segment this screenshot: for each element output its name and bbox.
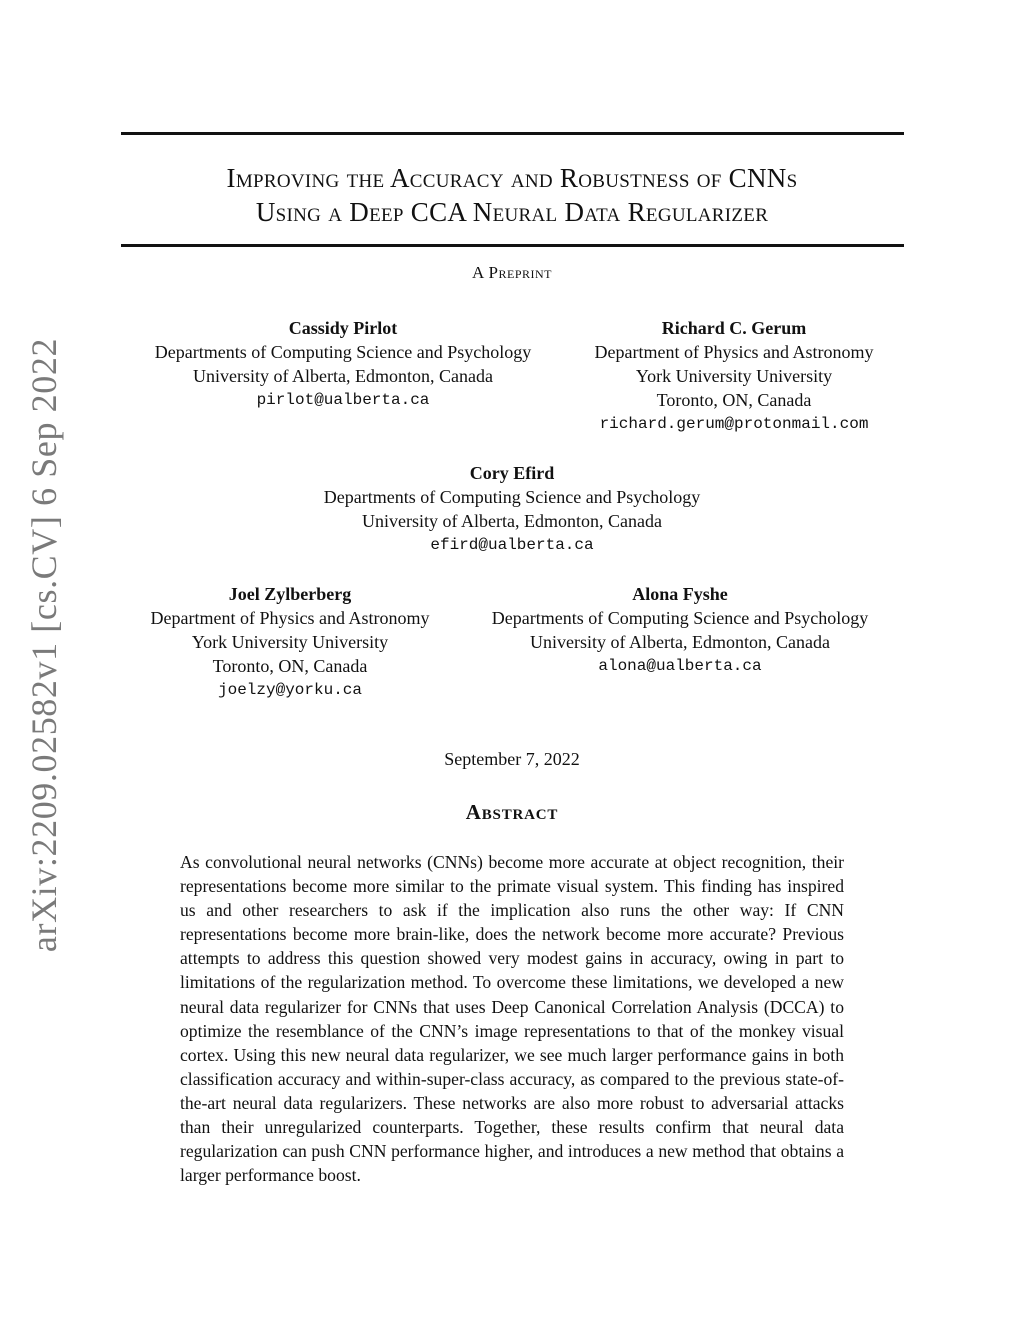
author-affiliation: Department of Physics and Astronomy: [150, 608, 430, 628]
author-institution: York University University: [635, 366, 833, 386]
author-name: Alona Fyshe: [632, 584, 728, 604]
author-affiliation: Departments of Computing Science and Psychology: [323, 487, 701, 507]
publication-date: September 7, 2022: [444, 749, 580, 769]
author-email: efird@ualberta.ca: [430, 536, 594, 554]
author-name: Richard C. Gerum: [661, 318, 807, 338]
arxiv-identifier: arXiv:2209.02582v1 [cs.CV] 6 Sep 2022: [24, 337, 64, 953]
author-email: pirlot@ualberta.ca: [256, 391, 430, 409]
author-location: Toronto, ON, Canada: [656, 390, 812, 410]
author-location: University of Alberta, Edmonton, Canada: [362, 511, 662, 531]
author-location: University of Alberta, Edmonton, Canada: [530, 632, 830, 652]
abstract-heading: Abstract: [465, 800, 559, 824]
author-affiliation: Department of Physics and Astronomy: [594, 342, 874, 362]
author-institution: York University University: [191, 632, 389, 652]
paper-title-line-2: Using a Deep CCA Neural Data Regularizer: [255, 197, 769, 227]
abstract-text: As convolutional neural networks (CNNs) become more accurate at object recognition, their representations become more similar to the primate visual system. This finding has inspired us and other researchers to ask if the implication also runs the other way: If CNN representations become more brain-like, does the network become more accurate? Previous attempts to address this question showed very modest gains in accuracy, owing in part to limitations of the regularization method. To overcome these limitations, we developed a new neural data regularizer for CNNs that uses Deep Canonical Correlation Analysis (DCCA) to optimize the resemblance of the CNN’s image representations to that of the monkey visual cortex. Using this new neural data regularizer, we see much larger performance gains in both classification accuracy and within-super-class accuracy, as compared to the previous state-of-the-art neural data regularizers. These networks are also more robust to adversarial attacks than their unregularized counterparts. Together, these results confirm that neural data regularization can push CNN performance higher, and introduces a new method that obtains a larger performance boost.: [180, 852, 844, 1186]
author-location: Toronto, ON, Canada: [212, 656, 368, 676]
preprint-label: A Preprint: [471, 263, 553, 282]
author-name: Cassidy Pirlot: [288, 318, 398, 338]
author-name: Cory Efird: [469, 463, 555, 483]
author-block: [120, 582, 460, 702]
author-block: [450, 582, 910, 678]
paper-title-line-1: Improving the Accuracy and Robustness of CNNs: [226, 163, 798, 193]
author-email: joelzy@yorku.ca: [217, 681, 363, 699]
title-rule-top: [121, 132, 904, 135]
author-email: alona@ualberta.ca: [598, 657, 762, 675]
author-email: richard.gerum@protonmail.com: [599, 415, 869, 433]
author-block: [113, 316, 573, 412]
author-affiliation: Departments of Computing Science and Psychology: [154, 342, 532, 362]
author-block: [554, 316, 914, 436]
author-affiliation: Departments of Computing Science and Psychology: [491, 608, 869, 628]
author-location: University of Alberta, Edmonton, Canada: [193, 366, 493, 386]
title-rule-bottom: [121, 244, 904, 247]
author-block: [262, 461, 762, 557]
author-name: Joel Zylberberg: [228, 584, 352, 604]
